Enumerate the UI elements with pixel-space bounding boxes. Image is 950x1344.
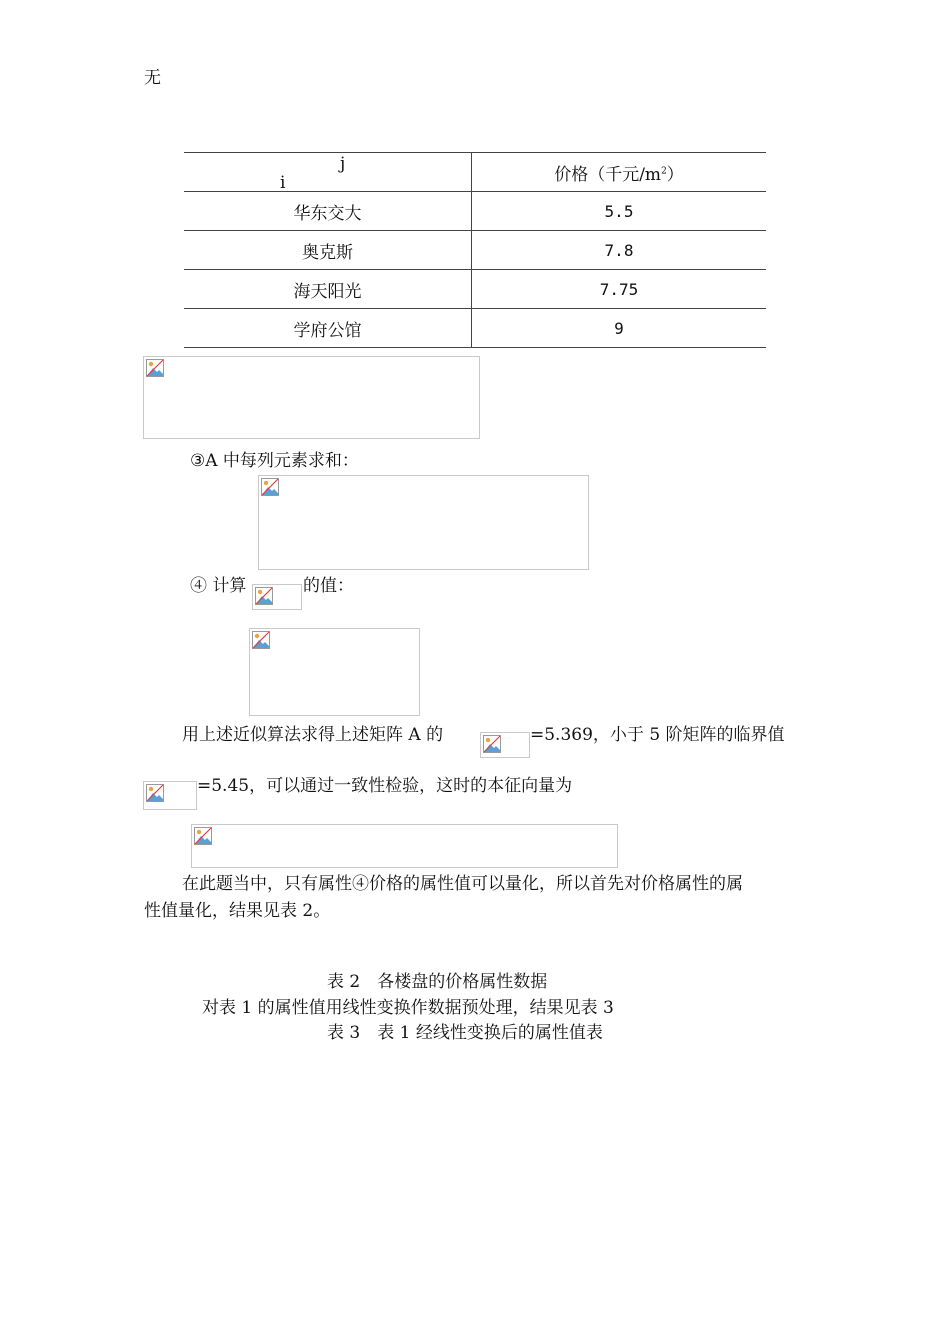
building-name: 华东交大 — [184, 192, 472, 231]
building-name: 海天阳光 — [184, 270, 472, 309]
price-table — [184, 152, 766, 348]
table2-caption: 表 2 各楼盘的价格属性数据 — [327, 972, 548, 992]
preprocess-text: 对表 1 的属性值用线性变换作数据预处理，结果见表 3 — [202, 998, 614, 1018]
broken-image-formula-1 — [143, 356, 480, 439]
broken-image-formula-4 — [191, 824, 618, 868]
table-row — [184, 231, 766, 270]
table-header-row — [184, 153, 766, 192]
building-price: 7.8 — [604, 240, 634, 260]
broken-image-formula-3 — [249, 628, 420, 716]
header-diagonal-cell — [184, 153, 472, 192]
broken-image-inline-3 — [143, 781, 197, 810]
broken-image-icon — [483, 735, 501, 753]
building-price: 7.75 — [599, 279, 639, 299]
header-j: j — [340, 154, 346, 174]
para2-line1: 在此题当中，只有属性④价格的属性值可以量化，所以首先对价格属性的属 — [182, 874, 743, 894]
step-4-prefix: ④ 计算 — [190, 576, 247, 596]
broken-image-icon — [261, 478, 279, 496]
para1-line1-a: 用上述近似算法求得上述矩阵 A 的 — [182, 725, 444, 745]
header-price: 价格（千元$/m^2$） — [554, 164, 684, 185]
building-name: 学府公馆 — [184, 309, 472, 348]
step-4-suffix: 的值： — [303, 576, 354, 596]
broken-image-icon — [194, 827, 212, 845]
step-3-text: ③A 中每列元素求和： — [190, 451, 359, 471]
table-row — [184, 309, 766, 348]
broken-image-icon — [255, 587, 273, 605]
header-i: i — [280, 173, 286, 193]
broken-image-formula-2 — [258, 475, 589, 570]
table-row — [184, 270, 766, 309]
broken-image-icon — [146, 359, 164, 377]
broken-image-icon — [146, 784, 164, 802]
table3-caption: 表 3 表 1 经线性变换后的属性值表 — [327, 1023, 603, 1043]
broken-image-icon — [252, 631, 270, 649]
building-name: 奥克斯 — [184, 231, 472, 270]
para1-line1-b: =5.369，小于 5 阶矩阵的临界值 — [530, 725, 785, 745]
broken-image-inline-2 — [480, 732, 530, 758]
table-row — [184, 192, 766, 231]
building-price: 5.5 — [604, 201, 634, 221]
building-price: 9 — [614, 318, 624, 338]
para2-line2: 性值量化，结果见表 2。 — [144, 901, 331, 921]
broken-image-inline-1 — [252, 584, 302, 610]
para1-line2: =5.45，可以通过一致性检验，这时的本征向量为 — [197, 776, 573, 796]
top-text: 无 — [144, 68, 161, 88]
